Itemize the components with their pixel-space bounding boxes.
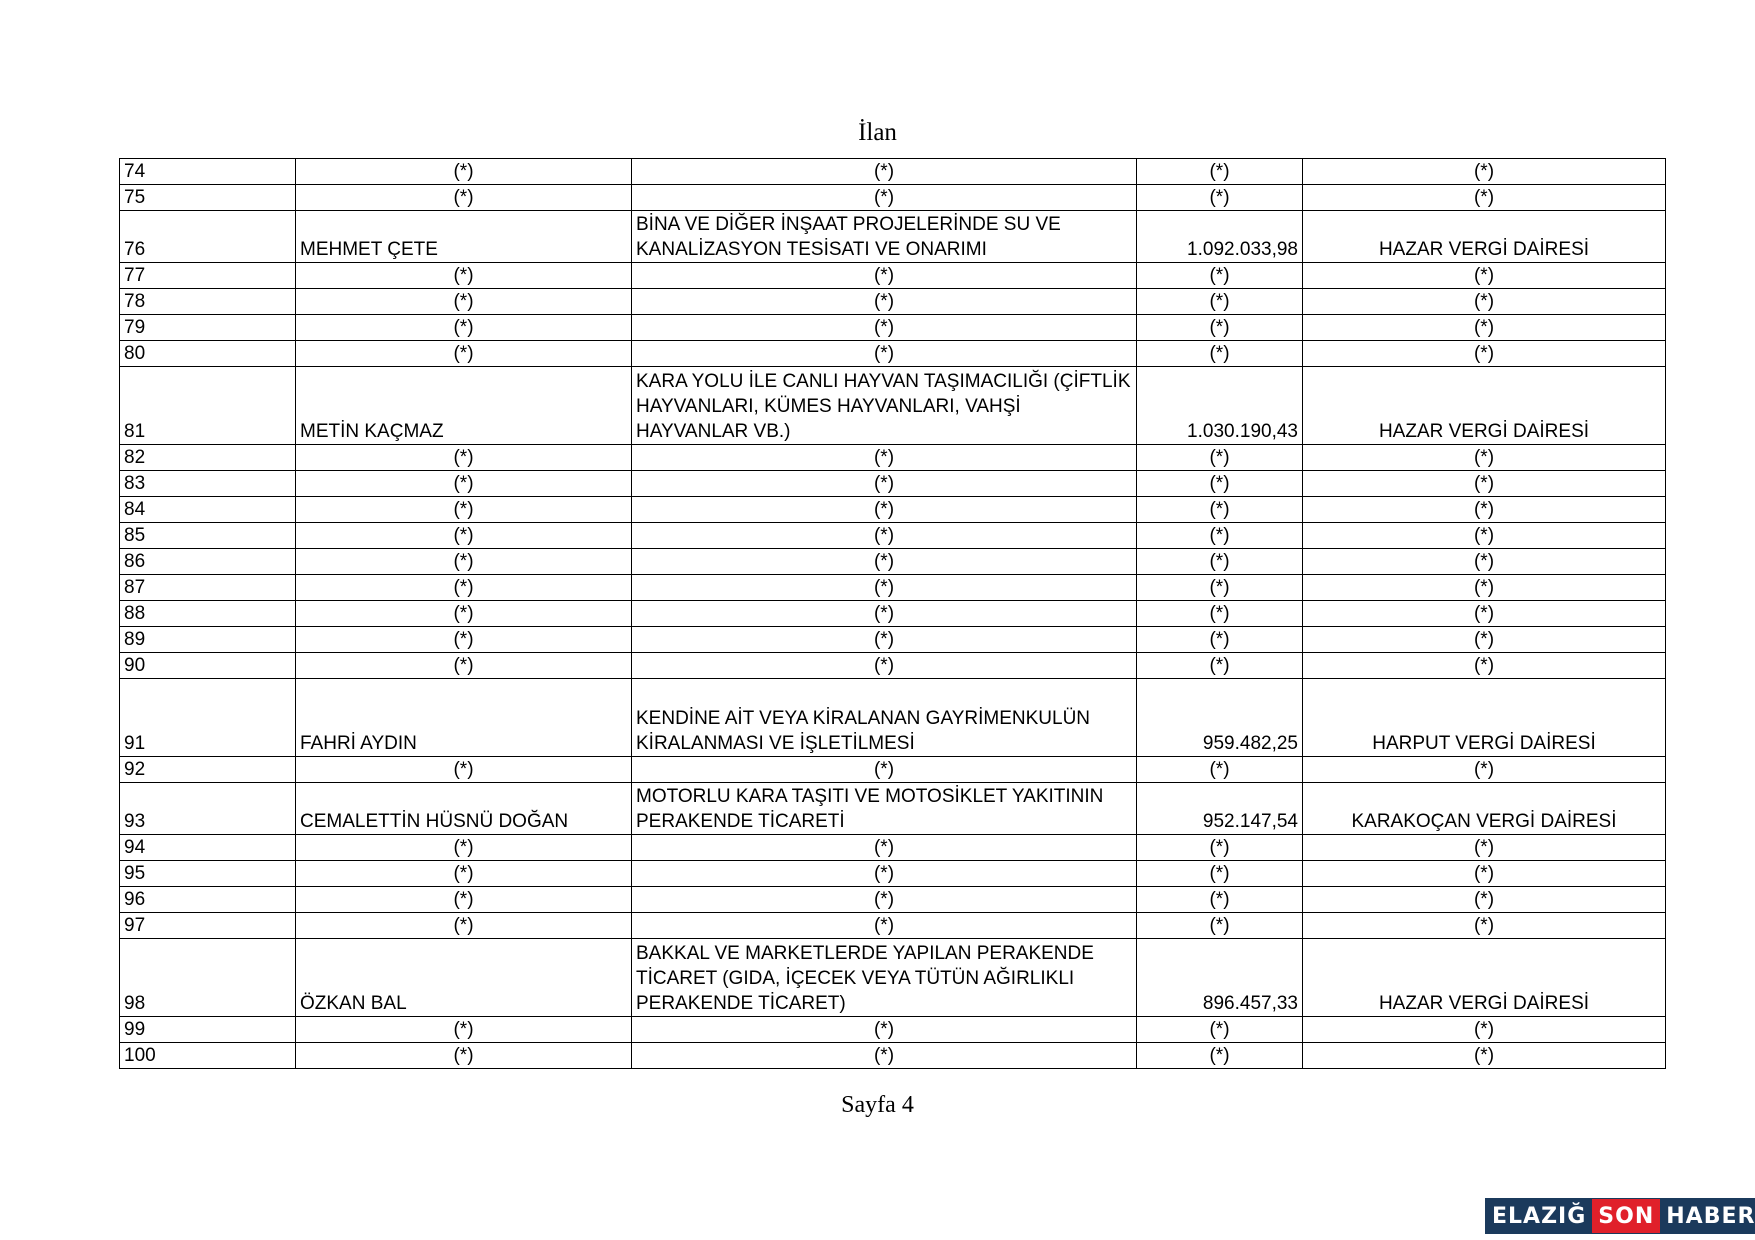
- table-row: [120, 757, 1666, 783]
- table-row: [120, 835, 1666, 861]
- amount-cell: (*): [1137, 627, 1303, 653]
- taxpayer-name-cell: CEMALETTİN HÜSNÜ DOĞAN: [296, 783, 632, 835]
- tax-office-cell: (*): [1303, 315, 1666, 341]
- amount-cell: (*): [1137, 1043, 1303, 1069]
- row-number-cell: 89: [120, 627, 296, 653]
- taxpayer-name-cell: (*): [296, 861, 632, 887]
- row-number-cell: 95: [120, 861, 296, 887]
- tax-office-cell: KARAKOÇAN VERGİ DAİRESİ: [1303, 783, 1666, 835]
- row-number-cell: 74: [120, 159, 296, 185]
- activity-cell: KARA YOLU İLE CANLI HAYVAN TAŞIMACILIĞI (ÇİFTLİK HAYVANLARI, KÜMES HAYVANLARI, VAHŞİ HAYVANLAR VB.): [632, 367, 1137, 445]
- table-body: [120, 159, 1666, 1069]
- taxpayer-name-cell: (*): [296, 913, 632, 939]
- tax-office-cell: (*): [1303, 497, 1666, 523]
- tax-office-cell: (*): [1303, 861, 1666, 887]
- amount-cell: (*): [1137, 913, 1303, 939]
- page-title: İlan: [858, 119, 897, 146]
- activity-cell: (*): [632, 627, 1137, 653]
- row-number-cell: 92: [120, 757, 296, 783]
- tax-office-cell: (*): [1303, 159, 1666, 185]
- activity-cell: (*): [632, 835, 1137, 861]
- table-row: [120, 523, 1666, 549]
- table-row: [120, 783, 1666, 835]
- row-number-cell: 82: [120, 445, 296, 471]
- amount-cell: (*): [1137, 861, 1303, 887]
- taxpayer-name-cell: (*): [296, 497, 632, 523]
- activity-cell: (*): [632, 887, 1137, 913]
- table-row: [120, 653, 1666, 679]
- tax-office-cell: (*): [1303, 185, 1666, 211]
- logo-word-1: ELAZIĞ: [1486, 1199, 1592, 1233]
- tax-office-cell: (*): [1303, 627, 1666, 653]
- table-row: [120, 341, 1666, 367]
- row-number-cell: 80: [120, 341, 296, 367]
- activity-cell: BAKKAL VE MARKETLERDE YAPILAN PERAKENDE TİCARET (GIDA, İÇECEK VEYA TÜTÜN AĞIRLIKLI PERAKENDE TİCARET): [632, 939, 1137, 1017]
- tax-office-cell: (*): [1303, 263, 1666, 289]
- row-number-cell: 100: [120, 1043, 296, 1069]
- activity-cell: (*): [632, 341, 1137, 367]
- taxpayer-name-cell: (*): [296, 757, 632, 783]
- taxpayer-name-cell: (*): [296, 289, 632, 315]
- amount-cell: (*): [1137, 289, 1303, 315]
- table-row: [120, 471, 1666, 497]
- amount-cell: (*): [1137, 653, 1303, 679]
- amount-cell: (*): [1137, 575, 1303, 601]
- table-row: [120, 315, 1666, 341]
- row-number-cell: 85: [120, 523, 296, 549]
- taxpayer-name-cell: (*): [296, 185, 632, 211]
- row-number-cell: 75: [120, 185, 296, 211]
- amount-cell: 952.147,54: [1137, 783, 1303, 835]
- row-number-cell: 98: [120, 939, 296, 1017]
- table-row: [120, 913, 1666, 939]
- row-number-cell: 78: [120, 289, 296, 315]
- tax-office-cell: (*): [1303, 1043, 1666, 1069]
- taxpayer-name-cell: ÖZKAN BAL: [296, 939, 632, 1017]
- activity-cell: (*): [632, 263, 1137, 289]
- logo-word-3: HABER: [1660, 1199, 1755, 1233]
- activity-cell: (*): [632, 185, 1137, 211]
- amount-cell: 1.092.033,98: [1137, 211, 1303, 263]
- table-row: [120, 263, 1666, 289]
- taxpayer-name-cell: (*): [296, 1043, 632, 1069]
- activity-cell: MOTORLU KARA TAŞITI VE MOTOSİKLET YAKITININ PERAKENDE TİCARETİ: [632, 783, 1137, 835]
- table-row: [120, 939, 1666, 1017]
- table-row: [120, 575, 1666, 601]
- activity-cell: (*): [632, 653, 1137, 679]
- taxpayer-name-cell: (*): [296, 575, 632, 601]
- taxpayer-name-cell: (*): [296, 445, 632, 471]
- tax-office-cell: HAZAR VERGİ DAİRESİ: [1303, 367, 1666, 445]
- amount-cell: 896.457,33: [1137, 939, 1303, 1017]
- row-number-cell: 97: [120, 913, 296, 939]
- amount-cell: (*): [1137, 601, 1303, 627]
- taxpayer-name-cell: (*): [296, 1017, 632, 1043]
- table-row: [120, 601, 1666, 627]
- amount-cell: (*): [1137, 1017, 1303, 1043]
- amount-cell: (*): [1137, 185, 1303, 211]
- taxpayer-name-cell: (*): [296, 549, 632, 575]
- activity-cell: (*): [632, 315, 1137, 341]
- amount-cell: (*): [1137, 315, 1303, 341]
- taxpayer-name-cell: (*): [296, 601, 632, 627]
- table-row: [120, 289, 1666, 315]
- tax-office-cell: (*): [1303, 757, 1666, 783]
- row-number-cell: 99: [120, 1017, 296, 1043]
- table-row: [120, 679, 1666, 757]
- activity-cell: (*): [632, 757, 1137, 783]
- taxpayer-name-cell: (*): [296, 523, 632, 549]
- amount-cell: (*): [1137, 887, 1303, 913]
- amount-cell: (*): [1137, 835, 1303, 861]
- row-number-cell: 79: [120, 315, 296, 341]
- taxpayer-name-cell: (*): [296, 471, 632, 497]
- activity-cell: (*): [632, 575, 1137, 601]
- table-row: [120, 1043, 1666, 1069]
- tax-office-cell: (*): [1303, 341, 1666, 367]
- activity-cell: (*): [632, 1043, 1137, 1069]
- activity-cell: (*): [632, 913, 1137, 939]
- taxpayer-name-cell: (*): [296, 627, 632, 653]
- taxpayer-name-cell: (*): [296, 315, 632, 341]
- taxpayer-name-cell: (*): [296, 835, 632, 861]
- tax-office-cell: (*): [1303, 601, 1666, 627]
- row-number-cell: 77: [120, 263, 296, 289]
- row-number-cell: 91: [120, 679, 296, 757]
- amount-cell: (*): [1137, 159, 1303, 185]
- table-row: [120, 445, 1666, 471]
- row-number-cell: 93: [120, 783, 296, 835]
- amount-cell: 1.030.190,43: [1137, 367, 1303, 445]
- tax-office-cell: (*): [1303, 471, 1666, 497]
- table-row: [120, 159, 1666, 185]
- amount-cell: (*): [1137, 471, 1303, 497]
- activity-cell: (*): [632, 861, 1137, 887]
- activity-cell: (*): [632, 471, 1137, 497]
- taxpayer-name-cell: (*): [296, 341, 632, 367]
- table-row: [120, 549, 1666, 575]
- tax-office-cell: HARPUT VERGİ DAİRESİ: [1303, 679, 1666, 757]
- tax-office-cell: (*): [1303, 549, 1666, 575]
- taxpayer-name-cell: MEHMET ÇETE: [296, 211, 632, 263]
- table-row: [120, 887, 1666, 913]
- amount-cell: (*): [1137, 263, 1303, 289]
- taxpayer-name-cell: (*): [296, 887, 632, 913]
- tax-office-cell: (*): [1303, 575, 1666, 601]
- taxpayer-name-cell: (*): [296, 653, 632, 679]
- taxpayer-name-cell: METİN KAÇMAZ: [296, 367, 632, 445]
- tax-office-cell: (*): [1303, 913, 1666, 939]
- activity-cell: (*): [632, 497, 1137, 523]
- row-number-cell: 83: [120, 471, 296, 497]
- activity-cell: (*): [632, 445, 1137, 471]
- tax-office-cell: (*): [1303, 653, 1666, 679]
- amount-cell: (*): [1137, 523, 1303, 549]
- row-number-cell: 76: [120, 211, 296, 263]
- tax-office-cell: HAZAR VERGİ DAİRESİ: [1303, 211, 1666, 263]
- amount-cell: (*): [1137, 341, 1303, 367]
- table-row: [120, 861, 1666, 887]
- table-row: [120, 497, 1666, 523]
- taxpayer-name-cell: (*): [296, 159, 632, 185]
- activity-cell: (*): [632, 523, 1137, 549]
- tax-office-cell: HAZAR VERGİ DAİRESİ: [1303, 939, 1666, 1017]
- amount-cell: (*): [1137, 497, 1303, 523]
- amount-cell: (*): [1137, 757, 1303, 783]
- row-number-cell: 94: [120, 835, 296, 861]
- tax-office-cell: (*): [1303, 1017, 1666, 1043]
- tax-office-cell: (*): [1303, 445, 1666, 471]
- logo-word-2: SON: [1592, 1199, 1660, 1233]
- activity-cell: (*): [632, 601, 1137, 627]
- activity-cell: BİNA VE DİĞER İNŞAAT PROJELERİNDE SU VE KANALİZASYON TESİSATI VE ONARIMI: [632, 211, 1137, 263]
- table-row: [120, 211, 1666, 263]
- amount-cell: (*): [1137, 445, 1303, 471]
- tax-office-cell: (*): [1303, 289, 1666, 315]
- elazig-son-haber-logo: [1485, 1198, 1755, 1234]
- row-number-cell: 90: [120, 653, 296, 679]
- activity-cell: (*): [632, 159, 1137, 185]
- tax-office-cell: (*): [1303, 523, 1666, 549]
- page-number: Sayfa 4: [841, 1092, 914, 1118]
- taxpayer-name-cell: FAHRİ AYDIN: [296, 679, 632, 757]
- row-number-cell: 96: [120, 887, 296, 913]
- activity-cell: (*): [632, 289, 1137, 315]
- row-number-cell: 86: [120, 549, 296, 575]
- activity-cell: KENDİNE AİT VEYA KİRALANAN GAYRİMENKULÜN KİRALANMASI VE İŞLETİLMESİ: [632, 679, 1137, 757]
- activity-cell: (*): [632, 1017, 1137, 1043]
- ilan-table: [119, 158, 1666, 1069]
- table-row: [120, 367, 1666, 445]
- activity-cell: (*): [632, 549, 1137, 575]
- table-row: [120, 627, 1666, 653]
- row-number-cell: 81: [120, 367, 296, 445]
- table-row: [120, 1017, 1666, 1043]
- row-number-cell: 87: [120, 575, 296, 601]
- amount-cell: 959.482,25: [1137, 679, 1303, 757]
- taxpayer-name-cell: (*): [296, 263, 632, 289]
- table-row: [120, 185, 1666, 211]
- tax-office-cell: (*): [1303, 835, 1666, 861]
- amount-cell: (*): [1137, 549, 1303, 575]
- tax-office-cell: (*): [1303, 887, 1666, 913]
- row-number-cell: 84: [120, 497, 296, 523]
- row-number-cell: 88: [120, 601, 296, 627]
